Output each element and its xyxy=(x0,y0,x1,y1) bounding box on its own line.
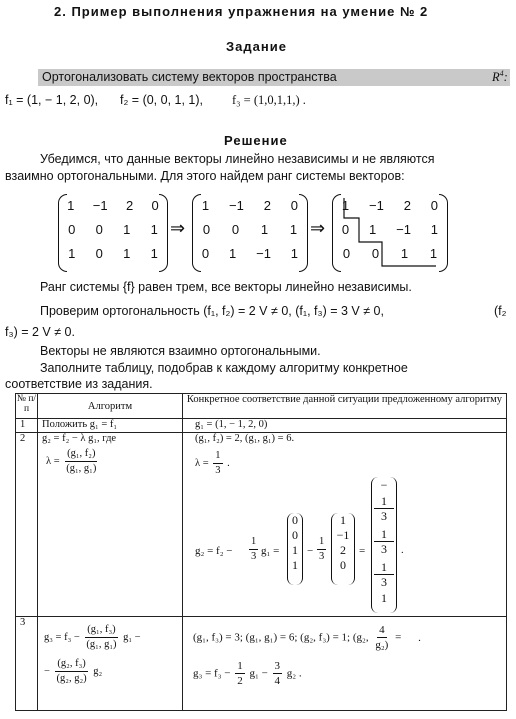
row-3-match xyxy=(183,617,507,711)
row-2-algorithm xyxy=(38,433,183,617)
table-row xyxy=(16,617,507,711)
task-title: Задание xyxy=(226,39,287,54)
g3-formula-line2: − $\frac{\text{(g₂, f₃)}}{\text{(g₂, g₂)}}$ g₂ xyxy=(44,658,103,684)
arrow-2: ⇒ xyxy=(310,218,326,238)
matrix-1: 1 −1 2 0 0 0 1 1 1 0 1 1 xyxy=(58,194,168,270)
row-3-match-line2: g₃ = f₃ − $\frac{1}{2}$ g₁ − $\frac{3}{4}$ g₂ . xyxy=(193,660,302,687)
vector-f3: f₃ = (1,0,1,1,) . xyxy=(232,93,306,107)
row-2-alg-text: g₂ = f₂ − λ g₁, где xyxy=(42,433,117,444)
arrow-1: ⇒ xyxy=(170,218,186,238)
header-number: № п/п xyxy=(16,394,38,419)
fill-text-1: Заполните таблицу, подобрав к каждому алгоритму конкретное xyxy=(40,361,408,375)
row-2-match-text: (g₁, f₂) = 2, (g₁, g₁) = 6. xyxy=(195,433,295,444)
vector-g1-column: 1 −1 2 0 xyxy=(331,513,355,585)
task-text: Ортогонализовать систему векторов пространства xyxy=(42,70,337,84)
row-3-algorithm xyxy=(38,617,183,711)
row-1-algorithm: Положить g₁ = f₁ xyxy=(38,419,183,433)
task-space: $R^4$: xyxy=(492,69,508,85)
ortho-line2: f₃) = 2 V ≠ 0. xyxy=(5,325,75,339)
echelon-staircase xyxy=(332,194,448,270)
ortho-check: Проверим ортогональность (f₁, f₂) = 2 V ≠ 0, (f₁, f₃) = 3 V ≠ 0, xyxy=(40,304,384,318)
row-3-number: 3 xyxy=(16,617,38,711)
g3-formula: g₃ = f₃ − $\frac{\text{(g₁, f₃)}}{\text{(g₁, g₁)}}$ g₁ − xyxy=(44,624,141,650)
row-1-number: 1 xyxy=(16,419,38,433)
rank-text: Ранг системы {f} равен трем, все векторы линейно независимы. xyxy=(40,280,412,294)
row-3-match-line1: (g₁, f₃) = 3; (g₁, g₁) = 6; (g₂, f₃) = 1; (g₂, $\frac{4}{\text{g₂)}}$ = . xyxy=(193,624,421,651)
algorithm-table xyxy=(15,393,507,711)
vector-f1: f₁ = (1, − 1, 2, 0), xyxy=(5,93,99,107)
vector-f2: f₂ = (0, 0, 1, 1), xyxy=(120,93,204,107)
solution-p2: взаимно ортогональными. Для этого найдем ранг системы векторов: xyxy=(5,169,405,183)
table-row xyxy=(16,433,507,617)
not-ortho-text: Векторы не являются взаимно ортогональными. xyxy=(40,344,321,358)
matrix-3: 1 −1 2 0 0 1 −1 1 0 0 1 1 xyxy=(332,194,448,270)
row-2-match xyxy=(183,433,507,617)
table-row xyxy=(16,419,507,433)
ortho-tail: (f₂ xyxy=(494,304,507,318)
lambda-value: λ = $\frac{1}{3}$ . xyxy=(195,450,230,476)
vector-result-column: − 1 3 1 3 1 3 1 xyxy=(371,477,397,613)
row-1-match: g₁ = (1, − 1, 2, 0) xyxy=(183,419,507,433)
header-algorithm: Алгоритм xyxy=(38,394,183,419)
table-header-row xyxy=(16,394,507,419)
row-2-number: 2 xyxy=(16,433,38,617)
g2-expression: g₂ = f₂ − $\frac{1}{3}$ g₁ = 0 0 1 1 − $\frac{1}{3}$ 1 −1 2 0 = − 1 3 1 3 1 3 1 . xyxy=(195,497,495,615)
solution-p1: Убедимся, что данные векторы линейно независимы и не являются xyxy=(40,152,435,166)
solution-title: Решение xyxy=(224,133,288,148)
fill-text-2: соответствие из задания. xyxy=(5,377,153,391)
lambda-formula: λ = $\frac{\text{(g₁, f₂)}}{\text{(g₁, g₁)}}$ xyxy=(46,448,97,474)
header-match: Конкретное соответствие данной ситуации предложенному алгоритму xyxy=(183,394,507,419)
vector-f2-column: 0 0 1 1 xyxy=(287,513,303,585)
page-heading: 2. Пример выполнения упражнения на умение № 2 xyxy=(54,4,429,19)
matrix-2: 1 −1 2 0 0 0 1 1 0 1 −1 1 xyxy=(192,194,308,270)
